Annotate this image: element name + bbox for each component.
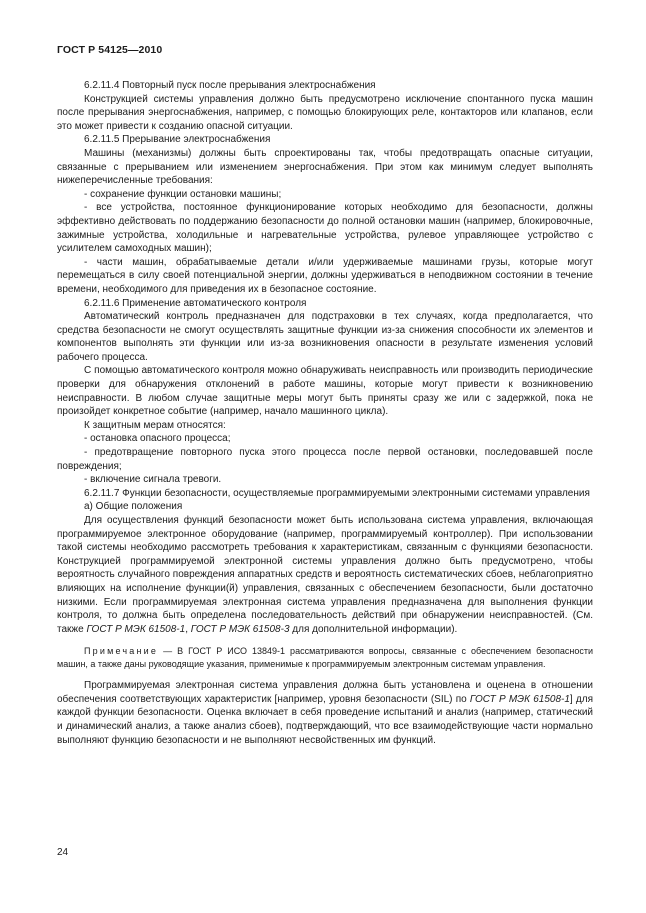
note-text: — В ГОСТ Р ИСО 13849-1 рассматриваются вопросы, связанные с обеспечением безопасности машин, а также даны руководящие указания, применимые к программируемым электронным системам управления. xyxy=(57,646,593,669)
section-heading: 6.2.11.7 Функции безопасности, осуществляемые программируемыми электронными системами управления xyxy=(84,487,590,499)
text-run: ] для каждой функции безопасности. Оценка включает в себя проведение испытаний и анализ (например, статический и динамический анализ, а также анализ сбоев), подтверждающий, что все взаимодействующие части нормально выполняют функцию безопасности и не выполняют несвойственных им функций. xyxy=(57,693,593,746)
section-heading: 6.2.11.4 Повторный пуск после прерывания электроснабжения xyxy=(84,80,376,91)
document-body xyxy=(57,79,593,747)
list-item: - предотвращение повторного пуска этого процесса после первой остановки, последовавшей после повреждения; xyxy=(57,447,593,472)
note-label: Примечание xyxy=(84,646,159,657)
paragraph: К защитным мерам относятся: xyxy=(84,419,226,431)
page-number: 24 xyxy=(57,847,69,858)
list-item: - части машин, обрабатываемые детали и/или удерживаемые машинами грузы, которые могут перемещаться в силу своей потенциальной энергии, должны удерживаться в неподвижном состоянии в течение времени, необходимого для приведения их в безопасное состояние. xyxy=(57,256,593,295)
text-run: , xyxy=(185,623,191,635)
note xyxy=(57,645,593,670)
paragraph: С помощью автоматического контроля можно обнаруживать неисправность или производить периодические проверки для обнаружения отклонений в работе машины, которые могут привести к возникновению неисправности. В любом случае защитные меры могут быть приняты сразу же или с задержкой, пока не произойдет конкретное событие (например, начало машинного цикла). xyxy=(57,365,593,418)
list-item: - сохранение функции остановки машины; xyxy=(84,188,282,200)
standard-reference: ГОСТ Р МЭК 61508-1 xyxy=(86,623,186,635)
paragraph xyxy=(57,679,593,747)
list-item: - включение сигнала тревоги. xyxy=(84,474,222,486)
standard-reference: ГОСТ Р МЭК 61508-3 xyxy=(190,623,290,635)
paragraph xyxy=(57,514,593,636)
list-item: - все устройства, постоянное функционирование которых необходимо для безопасности, должны эффективно действовать по поддержанию безопасности до полной остановки машин (например, блокировочные, зажимные устройства, холодильные и нагревательные устройства, рулевое управляющее устройство с усилителем самоходных машин); xyxy=(57,202,593,255)
paragraph: Автоматический контроль предназначен для подстраховки в тех случаях, когда предполагается, что средства безопасности не смогут осуществлять защитные функции из-за снижения способности их элементов и компонентов выполнять эти функции или из-за возникновения опасности в результате изменения условий рабочего процесса. xyxy=(57,311,593,363)
text-run: для дополнительной информации). xyxy=(289,623,458,635)
section-heading: 6.2.11.5 Прерывание электроснабжения xyxy=(84,134,271,146)
text-run: Программируемая электронная система управления должна быть установлена и оценена в отношении обеспечения соответствующих характеристик [например, уровня безопасности (SIL) по xyxy=(57,680,593,705)
paragraph: Машины (механизмы) должны быть спроектированы так, чтобы предотвращать опасные ситуации, связанные с прерыванием или изменением энергоснабжения. При этом как минимум следует выполнять нижеперечисленные требования: xyxy=(57,147,593,187)
standard-reference: ГОСТ Р МЭК 61508-1 xyxy=(469,693,570,705)
subsection-heading: а) Общие положения xyxy=(84,501,183,513)
paragraph: Конструкцией системы управления должно быть предусмотрено исключение спонтанного пуска машин после прерывания энергоснабжения, например, с помощью блокирующих реле, контакторов или клапанов, если это может привести к созданию опасной ситуации. xyxy=(57,93,593,132)
text-run: Для осуществления функций безопасности может быть использована система управления, включающая программируемое электронное оборудование (например, программируемый контроллер). При использовании такой системы необходимо рассмотреть требования к характеристикам, связанным с функциями безопасности. Конструкцией программируемой электронной системы управления должно быть предусмотрено, чтобы вероятность случайного повреждения аппаратных средств и вероятность систематических сбоев, неблагоприятно влияющих на исполнение функции(й) управления, связанных с обеспечением безопасности, были достаточно низкими. Если программируемая электронная система управления предназначена для выполнения функции контроля, то должна быть определена последовательность действий при обнаружении неисправностей. (См. также xyxy=(57,515,593,635)
list-item: - остановка опасного процесса; xyxy=(84,433,231,445)
standard-header: ГОСТ Р 54125—2010 xyxy=(57,44,163,56)
section-heading: 6.2.11.6 Применение автоматического контроля xyxy=(84,297,307,309)
